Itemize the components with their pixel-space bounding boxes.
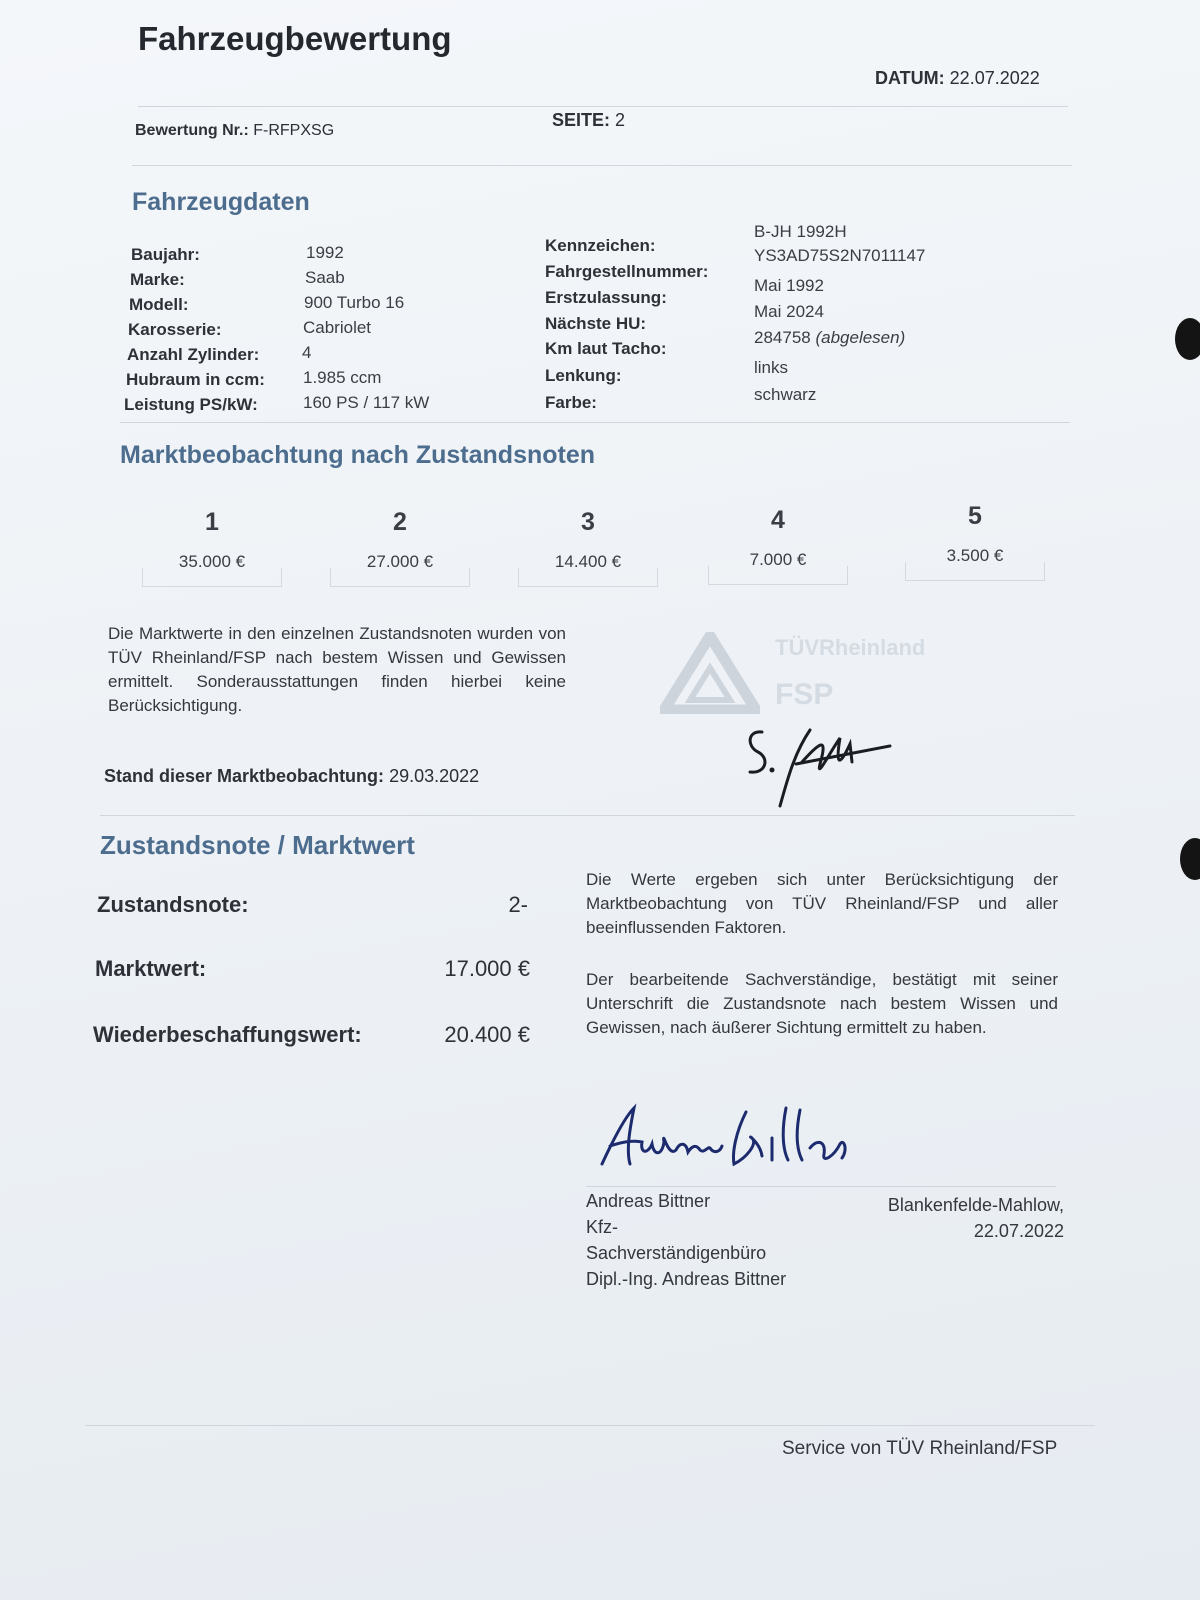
signature-line bbox=[586, 1186, 1056, 1187]
field-value: 1.985 ccm bbox=[303, 368, 382, 387]
signer-block bbox=[586, 1188, 786, 1292]
grade-box bbox=[518, 568, 658, 587]
valuation-label: Bewertung Nr.: bbox=[135, 122, 249, 139]
market-value: 17.000 € bbox=[444, 956, 530, 981]
grade-box bbox=[708, 566, 848, 585]
field-label: Leistung PS/kW: bbox=[124, 395, 258, 414]
field-label: Kennzeichen: bbox=[545, 236, 656, 255]
grade-number: 3 bbox=[581, 508, 595, 536]
signature-place: Blankenfelde-Mahlow, bbox=[887, 1195, 1064, 1215]
field-value: 1992 bbox=[306, 243, 344, 262]
field-value: 160 PS / 117 kW bbox=[303, 393, 430, 412]
field-value: links bbox=[754, 358, 789, 377]
result-text-1: Die Werte ergeben sich unter Berücksichtigung der Marktbeobachtung von TÜV Rheinland/FSP und aller beeinflussenden Faktoren. bbox=[586, 870, 1058, 937]
punch-hole bbox=[1175, 318, 1200, 360]
replacement-value: 20.400 € bbox=[444, 1022, 530, 1047]
grade-number: 4 bbox=[771, 506, 785, 534]
field-value: 900 Turbo 16 bbox=[304, 293, 405, 312]
grade-box bbox=[905, 562, 1045, 581]
grade-value: 27.000 € bbox=[366, 552, 434, 571]
field-label: Erstzulassung: bbox=[545, 288, 667, 307]
date-field bbox=[875, 68, 1040, 89]
field-label: Farbe: bbox=[545, 393, 597, 412]
field-value: Cabriolet bbox=[303, 318, 372, 337]
status-label: Stand dieser Marktbeobachtung: bbox=[104, 766, 385, 786]
grade-number: 2 bbox=[393, 508, 407, 536]
field-label: Lenkung: bbox=[545, 366, 622, 385]
market-section-title: Marktbeobachtung nach Zustandsnoten bbox=[120, 441, 596, 469]
grade-label: Zustandsnote: bbox=[97, 892, 249, 917]
signer-title-3: Dipl.-Ing. Andreas Bittner bbox=[586, 1269, 787, 1289]
section-divider bbox=[120, 422, 1070, 423]
field-value: schwarz bbox=[754, 385, 817, 404]
field-value: Saab bbox=[305, 268, 345, 287]
place-date-block bbox=[852, 1192, 1064, 1244]
logo-text-fsp: FSP bbox=[775, 678, 834, 711]
market-note: Die Marktwerte in den einzelnen Zustandsnoten wurden von TÜV Rheinland/FSP nach bestem Wissen und Gewissen ermittelt. Sonderausstattungen finden hierbei keine Berücksichtigung. bbox=[108, 624, 566, 715]
grade-number: 5 bbox=[968, 502, 982, 530]
logo-text-tuv: TÜVRheinland bbox=[775, 635, 926, 660]
field-label: Modell: bbox=[129, 295, 189, 314]
valuation-value: F-RFPXSG bbox=[253, 122, 335, 139]
document-title: Fahrzeugbewertung bbox=[138, 20, 452, 57]
expert-signature-icon bbox=[596, 1098, 856, 1178]
header-divider bbox=[138, 106, 1068, 107]
field-label: Nächste HU: bbox=[545, 314, 647, 333]
vehicle-section-title: Fahrzeugdaten bbox=[132, 188, 310, 216]
field-label: Karosserie: bbox=[128, 320, 222, 339]
grade-value: 14.400 € bbox=[554, 552, 622, 571]
odometer-note: (abgelesen) bbox=[815, 328, 906, 347]
grade-value-result: 2- bbox=[508, 892, 528, 917]
header-divider-2 bbox=[132, 165, 1072, 166]
signer-name: Andreas Bittner bbox=[586, 1191, 711, 1211]
field-value: Mai 2024 bbox=[754, 302, 824, 321]
signer-title-2: Sachverständigenbüro bbox=[586, 1243, 767, 1263]
grade-box bbox=[142, 568, 282, 587]
tuv-logo-icon bbox=[660, 632, 760, 714]
field-value bbox=[754, 328, 905, 348]
page-number bbox=[552, 110, 625, 131]
signature-date: 22.07.2022 bbox=[973, 1221, 1064, 1241]
field-value: B-JH 1992H bbox=[754, 222, 847, 241]
grade-value: 3.500 € bbox=[946, 546, 1004, 565]
page-label: SEITE: bbox=[552, 110, 611, 130]
field-value: YS3AD75S2N7011147 bbox=[754, 246, 926, 265]
footer-text: Service von TÜV Rheinland/FSP bbox=[782, 1438, 1058, 1459]
result-text-2: Der bearbeitende Sachverständige, bestätigt mit seiner Unterschrift die Zustandsnote nach bestem Wissen und Gewissen, nach äußerer Sichtung ermittelt zu haben. bbox=[586, 970, 1058, 1037]
status-value: 29.03.2022 bbox=[389, 766, 480, 786]
grade-value: 35.000 € bbox=[178, 552, 246, 571]
field-label: Baujahr: bbox=[131, 245, 200, 264]
date-value: 22.07.2022 bbox=[949, 68, 1040, 88]
grade-number: 1 bbox=[205, 508, 219, 536]
field-value: 4 bbox=[302, 343, 312, 362]
field-label: Anzahl Zylinder: bbox=[127, 345, 260, 364]
footer-divider bbox=[85, 1425, 1095, 1426]
stamp-signature-icon bbox=[740, 722, 900, 812]
grade-value: 7.000 € bbox=[749, 550, 807, 569]
market-status bbox=[104, 766, 479, 787]
signer-title-1: Kfz- bbox=[586, 1217, 619, 1237]
field-label: Hubraum in ccm: bbox=[126, 370, 265, 389]
odometer-value: 284758 bbox=[754, 328, 811, 347]
valuation-number bbox=[135, 122, 334, 140]
grade-box bbox=[330, 568, 470, 587]
market-value-label: Marktwert: bbox=[95, 956, 207, 981]
date-label: DATUM: bbox=[875, 68, 945, 88]
replacement-value-label: Wiederbeschaffungswert: bbox=[93, 1022, 362, 1047]
page-value: 2 bbox=[615, 110, 626, 130]
field-label: Marke: bbox=[130, 270, 185, 289]
punch-hole bbox=[1180, 838, 1200, 880]
field-value: Mai 1992 bbox=[754, 276, 824, 295]
field-label: Fahrgestellnummer: bbox=[545, 262, 709, 281]
section-divider-2 bbox=[100, 815, 1075, 816]
result-section-title: Zustandsnote / Marktwert bbox=[100, 830, 415, 860]
field-label: Km laut Tacho: bbox=[545, 339, 667, 358]
